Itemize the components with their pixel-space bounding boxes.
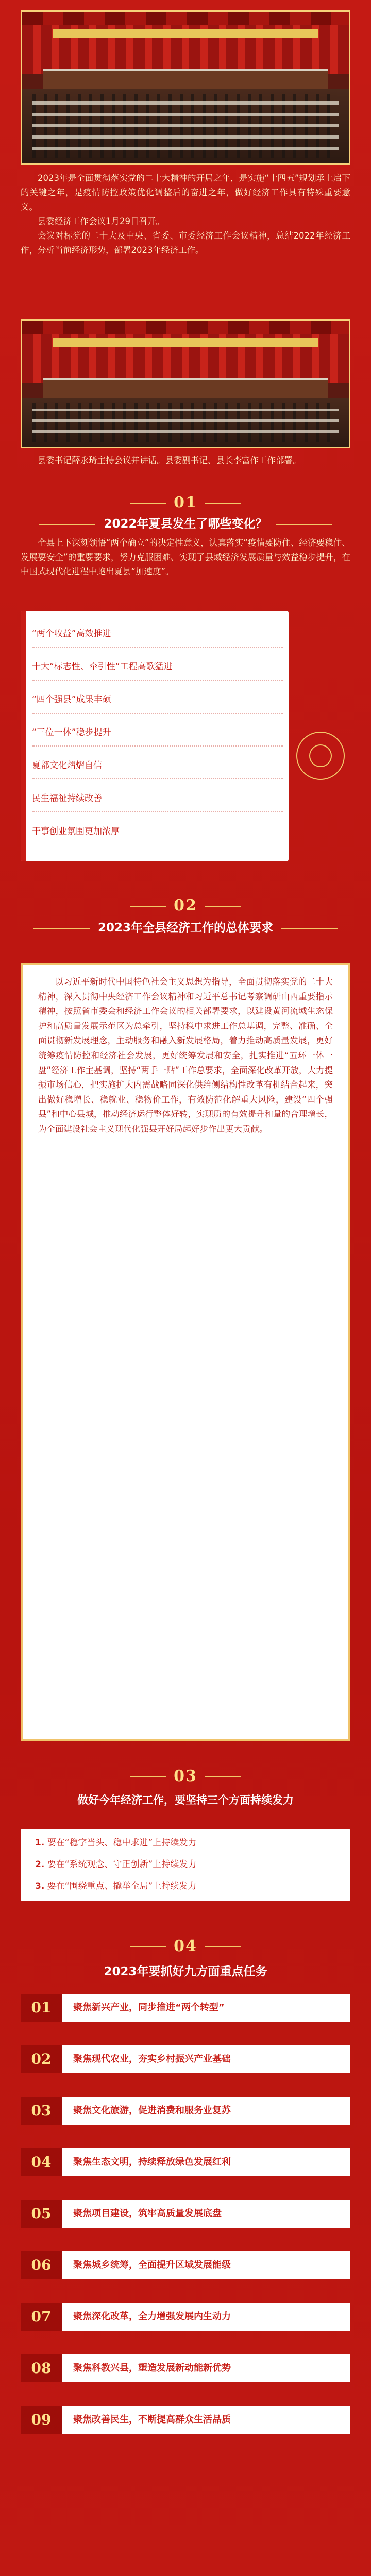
section3-item: 3. 要在“围绕重点、撬举全局”上持续发力 <box>35 1881 197 1891</box>
task-row: 01 聚焦新兴产业，同步推进“两个转型” <box>21 1994 350 2022</box>
section1-number: 01 <box>0 494 371 512</box>
task-row: 02 聚焦现代农业，夯实乡村振兴产业基础 <box>21 2045 350 2073</box>
section1-item: “四个强县”成果丰硕 <box>32 687 283 714</box>
section1-list <box>21 611 289 861</box>
meeting-photo-2 <box>21 319 350 448</box>
photo-caption: 县委书记薛永琦主持会议并讲话。县委副书记、县长李富作工作部署。 <box>38 455 301 465</box>
section2-title: 2023年全县经济工作的总体要求 <box>0 918 371 935</box>
section4-number: 04 <box>0 1937 371 1955</box>
section1-paragraph: 全县上下深刻领悟“两个确立”的决定性意义，认真落实“疫情要防住、经济要稳住、发展要安全”的重要要求，努力克服困难、实现了县域经济发展质量与效益稳步提升，在中国式现代化进程中跑出夏县“加速度”。 <box>21 538 350 577</box>
section1-title: 2022年夏县发生了哪些变化？ <box>0 514 371 531</box>
decor-circle <box>309 744 332 767</box>
intro-text <box>21 171 350 258</box>
section1-item: “三位一体”稳步提升 <box>32 720 283 747</box>
section4-title: 2023年要抓好九方面重点任务 <box>104 1965 267 1978</box>
section1-item: 干事创业氛围更加浓厚 <box>32 826 120 837</box>
section3-number: 03 <box>0 1767 371 1785</box>
task-row: 08 聚焦科教兴县，塑造发展新动能新优势 <box>21 2354 350 2382</box>
task-row: 07 聚焦深化改革，全力增强发展内生动力 <box>21 2303 350 2331</box>
intro-paragraph-3: 会议对标党的二十大及中央、省委、市委经济工作会议精神，总结2022年经济工作，分析当前经济形势，部署2023年经济工作。 <box>21 231 350 255</box>
section3-title: 做好今年经济工作，要坚持三个方面持续发力 <box>77 1794 294 1806</box>
section3-item: 2. 要在“系统观念、守正创新”上持续发力 <box>35 1859 197 1870</box>
section1-item: “两个收益”高效推进 <box>32 621 283 648</box>
section1-item: 民生福祉持续改善 <box>32 786 283 812</box>
section1-item: 夏都文化熠熠自信 <box>32 753 283 779</box>
section2-number: 02 <box>0 896 371 914</box>
intro-paragraph-1: 2023年是全面贯彻落实党的二十大精神的开局之年，是实施“十四五”规划承上启下的关键之年，是疫情防控政策优化调整后的奋进之年，做好经济工作具有特殊重要意义。 <box>21 173 350 212</box>
task-row: 05 聚焦项目建设，筑牢高质量发展底盘 <box>21 2200 350 2228</box>
task-row: 09 聚焦改善民生，不断提高群众生活品质 <box>21 2406 350 2434</box>
meeting-photo-1 <box>21 10 350 165</box>
section2-paragraph: 以习近平新时代中国特色社会主义思想为指导，全面贯彻落实党的二十大精神，深入贯彻中央经济工作会议精神和习近平总书记考察调研山西重要指示精神，按照省市委会和经济工作会议的相关部署要求，以建设黄河流域生态保护和高质量发展示范区为总牵引，坚持稳中求进工作总基调，完整、准确、全面贯彻新发展理念，主动服务和融入新发展格局，着力推动高质量发展，更好统筹疫情防控和经济社会发展，更好统筹发展和安全，扎实推进“五环一体一盘”经济工作主基调，坚持“两手一贴”工作总要求，全面深化改革开放，大力提振市场信心，把实施扩大内需战略同深化供给侧结构性改革有机结合起来，突出做好稳增长、稳就业、稳物价工作，有效防范化解重大风险，建设“四个强县”和中心县城，推动经济运行整体好转，实现质的有效提升和量的合理增长，为全面建设社会主义现代化强县开好局起好步作出更大贡献。 <box>38 977 333 1134</box>
section1-item: 十大“标志性、牵引性”工程高歌猛进 <box>32 654 283 681</box>
section3-item: 1. 要在“稳字当头、稳中求进”上持续发力 <box>35 1838 197 1848</box>
task-row: 03 聚焦文化旅游，促进消费和服务业复苏 <box>21 2097 350 2125</box>
intro-paragraph-2: 县委经济工作会议1月29日召开。 <box>38 216 164 226</box>
section2-box <box>21 963 350 1741</box>
task-row: 06 聚焦城乡统筹，全面提升区域发展能级 <box>21 2251 350 2279</box>
task-row: 04 聚焦生态文明，持续释放绿色发展红利 <box>21 2148 350 2176</box>
section3-list <box>21 1829 350 1901</box>
